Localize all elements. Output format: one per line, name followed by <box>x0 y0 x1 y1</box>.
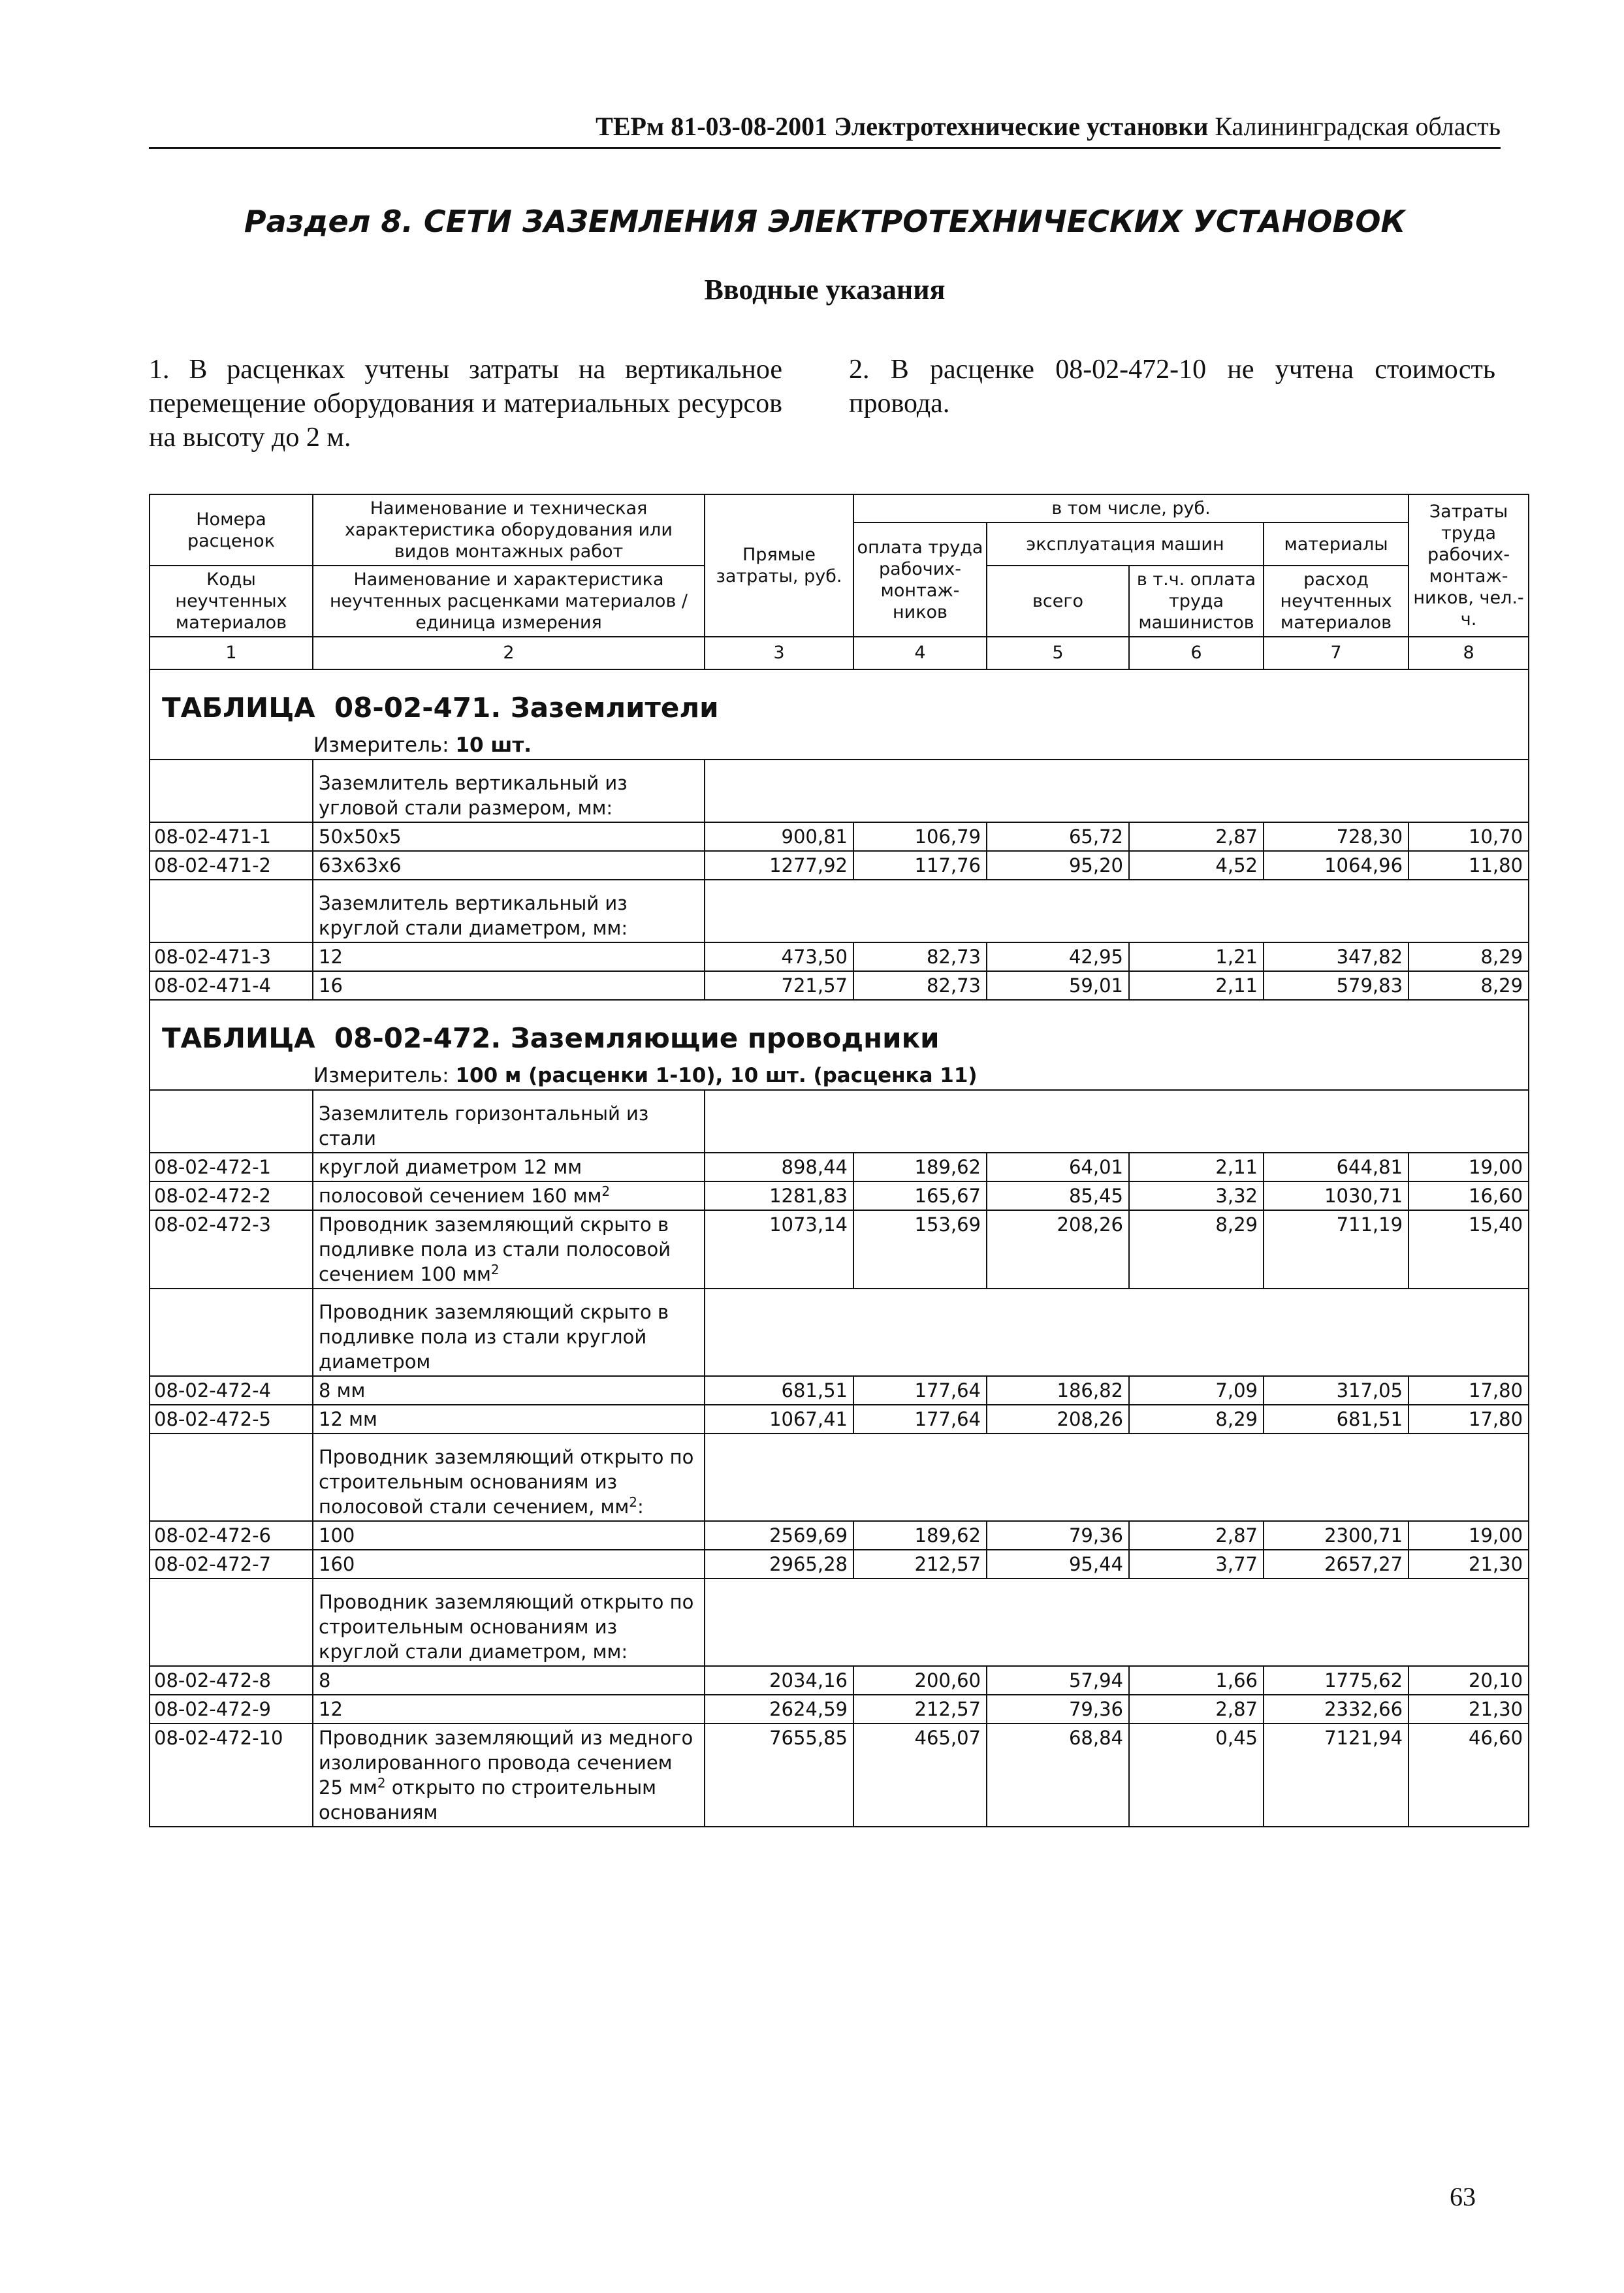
table-row: 08-02-472-4 8 мм 681,51 177,64 186,82 7,09 317,05 17,80 <box>150 1376 1529 1405</box>
rates-table <box>149 494 1529 1827</box>
th-material-consumption: расход неучтенных материалов <box>1264 566 1409 637</box>
th-machinist-pay: в т.ч. оплата труда машинистов <box>1129 566 1264 637</box>
th-material-name: Наименование и характеристика неучтенных расценками материалов / единица измерения <box>313 566 705 637</box>
running-header <box>149 111 1501 149</box>
th-direct-costs: Прямые затраты, руб. <box>705 494 853 637</box>
group-label: Проводник заземляющий открыто по строительным основаниям из полосовой стали сечением, $мм^2$: <box>313 1434 705 1521</box>
table-row: 08-02-472-3 Проводник заземляющий скрыто в подливке пола из стали полосовой сечением 100 $мм^2$ 1073,14 153,69 208,26 8,29 711,19 15,40 <box>150 1210 1529 1289</box>
th-material-codes: Коды неучтенных материалов <box>150 566 313 637</box>
col-number: 3 <box>705 637 853 669</box>
header-region: Калининградская область <box>1215 112 1501 141</box>
table-row: 08-02-472-1 круглой диаметром 12 мм 898,44 189,62 64,01 2,11 644,81 19,00 <box>150 1153 1529 1181</box>
group-label: Заземлитель вертикальный из круглой стали диаметром, мм: <box>313 880 705 942</box>
table-row: 08-02-472-6 100 2569,69 189,62 79,36 2,87 2300,71 19,00 <box>150 1521 1529 1550</box>
table-row: 08-02-472-7 160 2965,28 212,57 95,44 3,77 2657,27 21,30 <box>150 1550 1529 1579</box>
table-row: 08-02-472-8 8 2034,16 200,60 57,94 1,66 1775,62 20,10 <box>150 1666 1529 1695</box>
table-row: 08-02-471-4 16 721,57 82,73 59,01 2,11 579,83 8,29 <box>150 971 1529 1000</box>
th-labor-hours: Затраты труда рабочих-монтаж-ников, чел.-ч. <box>1409 494 1529 637</box>
table-row: 08-02-472-10 Проводник заземляющий из медного изолированного провода сечением 25 $мм^2$ открыто по строительным основаниям 7655,85 465,07 68,84 0,45 7121,94 46,60 <box>150 1724 1529 1827</box>
th-machines-total: всего <box>987 566 1129 637</box>
group-label: Проводник заземляющий скрыто в подливке пола из стали круглой диаметром <box>313 1289 705 1376</box>
col-number: 8 <box>1409 637 1529 669</box>
col-number: 1 <box>150 637 313 669</box>
table-row: 08-02-472-2 полосовой сечением 160 $мм^2$ 1281,83 165,67 85,45 3,32 1030,71 16,60 <box>150 1181 1529 1210</box>
note-2: 2. В расценке 08-02-472-10 не учтена стоимость провода. <box>849 355 1495 419</box>
table-row: 08-02-472-9 12 2624,59 212,57 79,36 2,87 2332,66 21,30 <box>150 1695 1529 1724</box>
th-work-name: Наименование и техническая характеристика оборудования или видов монтажных работ <box>313 494 705 566</box>
table-471-title: ТАБЛИЦА 08-02-471. Заземлители <box>150 669 1529 730</box>
header-document-code: ТЕРм 81-03-08-2001 Электротехнические установки <box>596 112 1209 141</box>
table-row: 08-02-472-5 12 мм 1067,41 177,64 208,26 8,29 681,51 17,80 <box>150 1405 1529 1434</box>
col-number: 2 <box>313 637 705 669</box>
col-number: 6 <box>1129 637 1264 669</box>
col-number: 5 <box>987 637 1129 669</box>
group-label: Заземлитель вертикальный из угловой стали размером, мм: <box>313 760 705 822</box>
table-472-meter: Измеритель: 100 м (расценки 1-10), 10 шт. (расценка 11) <box>150 1061 1529 1090</box>
group-label: Заземлитель горизонтальный из стали <box>313 1090 705 1153</box>
th-materials: материалы <box>1264 522 1409 566</box>
th-including: в том числе, руб. <box>853 494 1409 522</box>
section-title: Раздел 8. СЕТИ ЗАЗЕМЛЕНИЯ ЭЛЕКТРОТЕХНИЧЕСКИХ УСТАНОВОК <box>244 204 1406 239</box>
table-471-meter: Измеритель: 10 шт. <box>150 730 1529 760</box>
th-worker-pay: оплата труда рабочих-монтаж-ников <box>853 522 987 637</box>
table-472-title: ТАБЛИЦА 08-02-472. Заземляющие проводники <box>150 1000 1529 1061</box>
table-row: 08-02-471-3 12 473,50 82,73 42,95 1,21 347,82 8,29 <box>150 942 1529 971</box>
group-label: Проводник заземляющий открыто по строительным основаниям из круглой стали диаметром, мм: <box>313 1579 705 1666</box>
th-machines: эксплуатация машин <box>987 522 1264 566</box>
page-number: 63 <box>1450 2182 1476 2211</box>
intro-title: Вводные указания <box>704 274 946 306</box>
col-number: 4 <box>853 637 987 669</box>
table-row: 08-02-471-1 50x50x5 900,81 106,79 65,72 2,87 728,30 10,70 <box>150 822 1529 851</box>
th-rate-numbers: Номера расценок <box>150 494 313 566</box>
col-number: 7 <box>1264 637 1409 669</box>
table-row: 08-02-471-2 63x63x6 1277,92 117,76 95,20 4,52 1064,96 11,80 <box>150 851 1529 880</box>
note-1: 1. В расценках учтены затраты на вертикальное перемещение оборудования и материальных ресурсов на высоту до 2 м. <box>149 355 782 453</box>
